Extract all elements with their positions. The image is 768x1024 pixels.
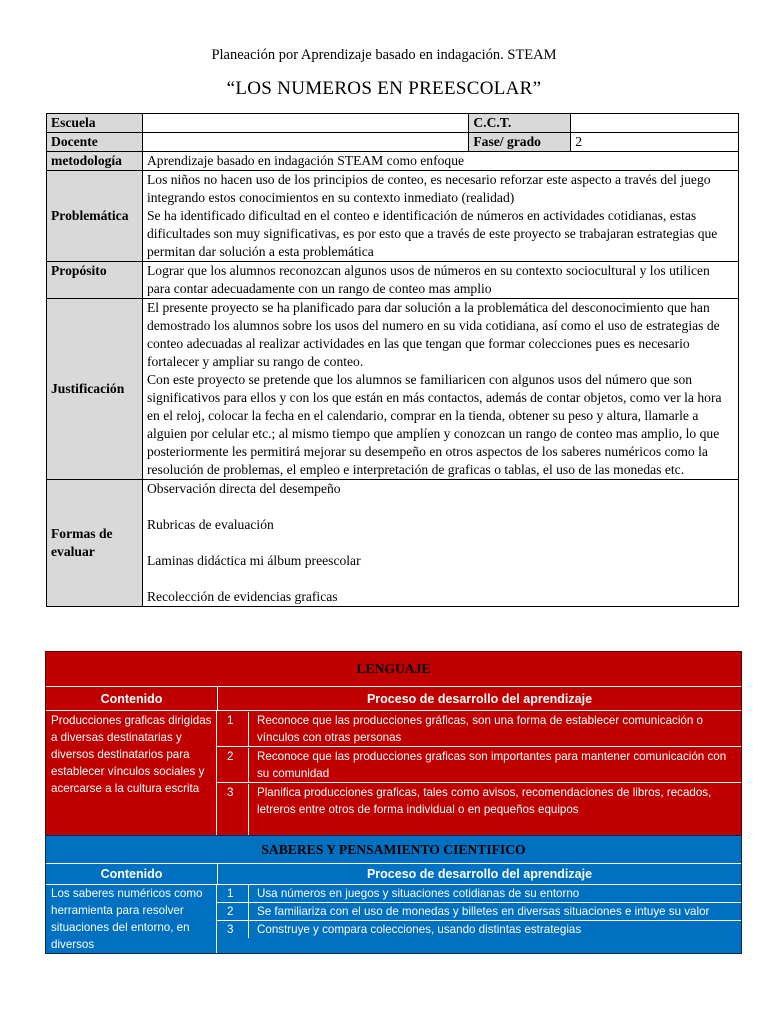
justificacion-paragraph-2: Con este proyecto se pretende que los alumnos se familiaricen con algunos usos del número que son significativos para ellos y con los que están en más contactos, además de contar objetos, como ver la hora en el reloj, colocar la fecha en el calendario, comprar en la tienda, obtener su peso y altura, llamarle a alguien por celular etc.; al mismo tiempo que amplíen y conozcan un rango de conteo mas amplio, lo que posteriormente les permitirá mejorar su desempeño en otros aspectos de los saberes numéricos como la resolución de problemas, el empleo e interpretación de graficas o tablas, el uso de las monedas etc. [146, 372, 722, 477]
formas-item-3: Laminas didáctica mi álbum preescolar [146, 553, 361, 568]
saberes-table [45, 835, 742, 954]
formas-label: Formas de evaluar [47, 480, 143, 607]
escuela-label: Escuela [47, 114, 143, 133]
lenguaje-row-3-num: 3 [217, 784, 249, 836]
lenguaje-row-3-text: Planifica producciones graficas, tales como avisos, recomendaciones de libros, recados, letreros entre otros de forma individual o en pequeños equipos [257, 786, 712, 816]
lenguaje-row-1 [217, 710, 741, 746]
problematica-value [142, 171, 738, 262]
formas-item-1: Observación directa del desempeño [146, 481, 341, 496]
lenguaje-col-proceso: Proceso de desarrollo del aprendizaje [218, 686, 741, 710]
fase-value: 2 [571, 133, 739, 152]
saberes-contenido: Los saberes numéricos como herramienta para resolver situaciones del entorno, en diversos [46, 884, 217, 953]
saberes-row-3-num: 3 [217, 921, 249, 938]
saberes-row-2 [217, 902, 741, 920]
saberes-row-3 [217, 920, 741, 938]
lenguaje-row-2-text: Reconoce que las producciones graficas son importantes para mantener comunicación con su comunidad [257, 750, 727, 780]
document-subtitle: Planeación por Aprendizaje basado en indagación. STEAM [211, 47, 557, 63]
lenguaje-contenido: Producciones graficas dirigidas a diversas destinatarias y diversos destinatarios para establecer vínculos sociales y acercarse a la cultura escrita [46, 710, 217, 836]
problematica-paragraph-1: Los niños no hacen uso de los principios de conteo, es necesario reforzar este aspecto a través del juego integrando estos conocimientos en su contexto inmediato (realidad) [146, 172, 711, 205]
lenguaje-title: LENGUAJE [356, 661, 431, 676]
cct-label: C.C.T. [469, 114, 571, 133]
formas-item-2: Rubricas de evaluación [146, 517, 274, 532]
saberes-title: SABERES Y PENSAMIENTO CIENTIFICO [261, 842, 526, 857]
lenguaje-row-3 [217, 782, 741, 836]
saberes-row-1-num: 1 [217, 885, 249, 902]
cct-value [571, 114, 739, 133]
formas-item-4: Recolección de evidencias graficas [146, 589, 338, 604]
justificacion-paragraph-1: El presente proyecto se ha planificado para dar solución a la problemática del desconocimiento que han demostrado los alumnos sobre los usos del numero en su vida cotidiana, así como el uso de estrategias de conteo adecuadas al realizar actividades en las que tengan que formar colecciones pues es necesario fortalecer y ampliar su rango de conteo. [146, 300, 720, 369]
saberes-row-2-text: Se familiariza con el uso de monedas y billetes en diversas situaciones e intuye su valor [257, 905, 710, 918]
document-title: “LOS NUMEROS EN PREESCOLAR” [226, 78, 542, 99]
docente-label: Docente [47, 133, 143, 152]
lenguaje-row-2 [217, 746, 741, 782]
lenguaje-row-1-text: Reconoce que las producciones gráficas, son una forma de establecer comunicación o vínculos con otras personas [257, 714, 703, 744]
saberes-row-1-text: Usa números en juegos y situaciones cotidianas de su entorno [257, 887, 580, 900]
metodologia-value: Aprendizaje basado en indagación STEAM como enfoque [142, 152, 738, 171]
docente-value [142, 133, 468, 152]
saberes-row-2-num: 2 [217, 903, 249, 920]
justificacion-value [142, 299, 738, 480]
saberes-col-contenido: Contenido [46, 863, 218, 884]
lenguaje-row-2-num: 2 [217, 748, 249, 782]
saberes-row-1 [217, 884, 741, 902]
lenguaje-col-contenido: Contenido [46, 686, 218, 710]
problematica-label: Problemática [47, 171, 143, 262]
justificacion-label: Justificación [47, 299, 143, 480]
escuela-value [142, 114, 468, 133]
lenguaje-table [45, 651, 742, 837]
info-table [46, 113, 739, 607]
metodologia-label: metodología [47, 152, 143, 171]
formas-value [142, 480, 738, 607]
problematica-paragraph-2: Se ha identificado dificultad en el conteo e identificación de números en actividades cotidianas, estas dificultades son muy significativas, es por esto que a través de este proyecto se trabajaran estrategias que permitan dar solución a esta problemática [146, 208, 718, 259]
proposito-value: Lograr que los alumnos reconozcan algunos usos de números en su contexto sociocultural y los utilicen para contar adecuadamente con un rango de conteo mas amplio [142, 262, 738, 299]
fase-label: Fase/ grado [469, 133, 571, 152]
lenguaje-row-1-num: 1 [217, 712, 249, 746]
saberes-col-proceso: Proceso de desarrollo del aprendizaje [218, 863, 741, 884]
proposito-label: Propósito [47, 262, 143, 299]
saberes-row-3-text: Construye y compara colecciones, usando distintas estrategias [257, 923, 582, 936]
